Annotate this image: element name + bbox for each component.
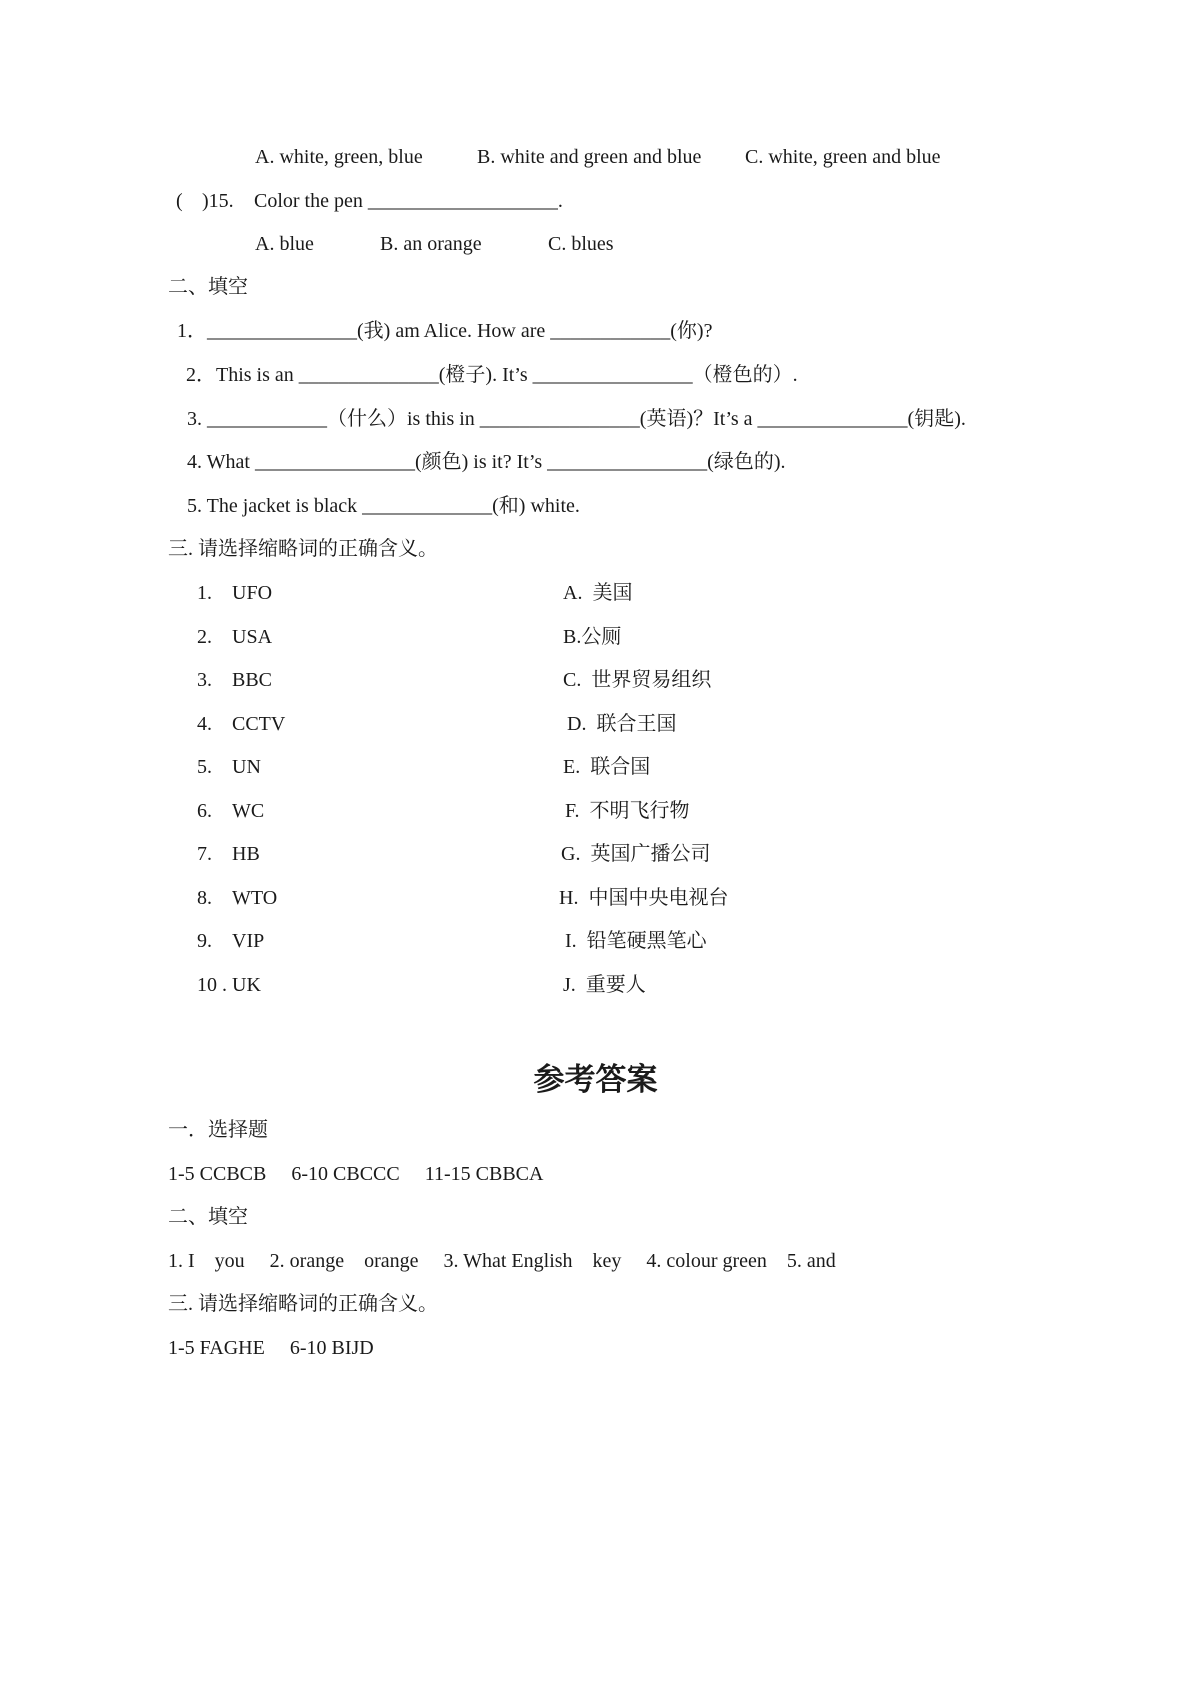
meaning-item: H. 中国中央电视台: [559, 887, 729, 909]
abbr-item: 4. CCTV: [197, 713, 286, 735]
answer-key-title: 参考答案: [533, 1062, 658, 1098]
answer-heading-3: 三. 请选择缩略词的正确含义。: [168, 1293, 438, 1315]
meaning-item: G. 英国广播公司: [561, 843, 711, 865]
fill-item: 5. The jacket is black _____________(和) white.: [187, 495, 580, 517]
q15-text: Color the pen ___________________.: [254, 190, 563, 212]
answer-heading-2: 二、填空: [168, 1206, 248, 1228]
q15-paren-open: (: [176, 190, 183, 212]
meaning-item: E. 联合国: [563, 756, 651, 778]
q14-option-a: A. white, green, blue: [255, 146, 423, 168]
answer-line-1: 1-5 CCBCB 6-10 CBCCC 11-15 CBBCA: [168, 1163, 544, 1185]
q15-option-a: A. blue: [255, 233, 314, 255]
fill-item: 3. ____________（什么）is this in ________________(英语)？It’s a _______________(钥匙).: [187, 408, 966, 430]
q15-option-c: C. blues: [548, 233, 614, 255]
abbr-item: 9. VIP: [197, 930, 265, 952]
abbr-item: 3. BBC: [197, 669, 273, 691]
q15-option-b: B. an orange: [380, 233, 482, 255]
q14-option-c: C. white, green and blue: [745, 146, 941, 168]
answer-line-2: 1. I you 2. orange orange 3. What English key 4. colour green 5. and: [168, 1250, 836, 1272]
q14-option-b: B. white and green and blue: [477, 146, 702, 168]
fill-item: 4. What ________________(颜色) is it? It’s ________________(绿色的).: [187, 451, 786, 473]
section3-heading: 三. 请选择缩略词的正确含义。: [168, 538, 438, 560]
answer-line-3: 1-5 FAGHE 6-10 BIJD: [168, 1337, 374, 1359]
fill-item: 2．This is an ______________(橙子). It’s ________________（橙色的）.: [186, 364, 798, 386]
fill-item: 1．_______________(我) am Alice. How are ____________(你)?: [177, 320, 713, 342]
abbr-item: 2. USA: [197, 626, 273, 648]
meaning-item: D. 联合王国: [567, 713, 677, 735]
abbr-item: 7. HB: [197, 843, 260, 865]
abbr-item: 5. UN: [197, 756, 261, 778]
abbr-item: 6. WC: [197, 800, 265, 822]
abbr-item: 1. UFO: [197, 582, 273, 604]
meaning-item: J. 重要人: [563, 974, 646, 996]
meaning-item: B.公厕: [563, 626, 622, 648]
answer-heading-1: 一．选择题: [168, 1119, 268, 1141]
meaning-item: C. 世界贸易组织: [563, 669, 712, 691]
abbr-item: 10 . UK: [197, 974, 261, 996]
meaning-item: A. 美国: [563, 582, 633, 604]
section2-heading: 二、填空: [168, 276, 248, 298]
q15-number: )15.: [202, 190, 234, 212]
abbr-item: 8. WTO: [197, 887, 278, 909]
meaning-item: F. 不明飞行物: [565, 800, 690, 822]
meaning-item: I. 铅笔硬黑笔心: [565, 930, 707, 952]
